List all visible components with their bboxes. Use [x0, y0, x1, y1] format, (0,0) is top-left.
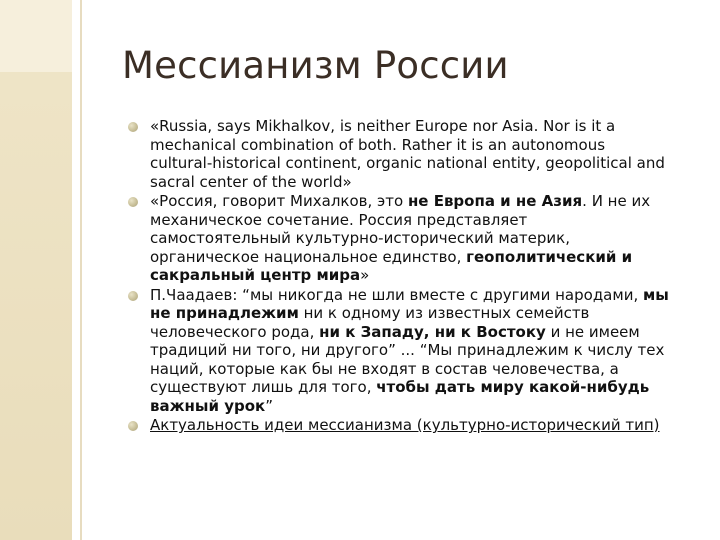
bullet-text-bold: ни к Западу, ни к Востоку [319, 322, 546, 341]
bullet-text: и не имеем традиций ни того, ни другого” ... “Мы принадлежим к числу тех наций, которые как бы не входят в состав человечества, а существуют лишь для того, [150, 322, 665, 396]
bullet-dot-icon [128, 197, 138, 207]
bullet-text: «Russia, says Mikhalkov, is neither Europe nor Asia. Nor is it a mechanical combination of both. Rather it is an autonomous cultural-historical continent, organic national entity, geopolitical and sacral center of the world» [150, 117, 665, 191]
left-decorative-band [0, 0, 72, 540]
bullet-text-bold: чтобы дать миру какой-нибудь важный урок [150, 378, 650, 415]
bullet-text-bold: мы не принадлежим [150, 285, 669, 322]
bullet-list [150, 117, 670, 436]
corner-decorative-block [0, 0, 72, 72]
bullet-text: » [360, 266, 370, 284]
bullet-item-2 [150, 192, 670, 285]
bullet-text-bold: не Европа и не Азия [407, 192, 583, 210]
bullet-item-4 [150, 416, 670, 435]
bullet-text: . И не их механическое сочетание. Россия представляет самостоятельный культурно-исторический материк, органическое национальное единство, [150, 192, 651, 266]
bullet-text: ни к одному из известных семейств человеческого рода, [150, 304, 590, 341]
slide-title: Мессианизм России [122, 44, 509, 87]
bullet-item-3 [150, 286, 670, 416]
bullet-item-1 [150, 117, 670, 191]
bullet-text-bold: геополитический и сакральный центр мира [150, 247, 633, 284]
bullet-text: «Россия, говорит Михалков, это [150, 192, 408, 210]
bullet-text: ” [265, 396, 273, 415]
bullet-text: П.Чаадаев: “мы никогда не шли вместе с другими народами, [150, 285, 643, 304]
bullet-dot-icon [128, 421, 138, 431]
bullet-link-text[interactable]: Актуальность идеи мессианизма (культурно-исторический тип) [150, 416, 660, 434]
left-vertical-rule [80, 0, 82, 540]
bullet-dot-icon [128, 122, 138, 132]
bullet-dot-icon [128, 291, 138, 301]
